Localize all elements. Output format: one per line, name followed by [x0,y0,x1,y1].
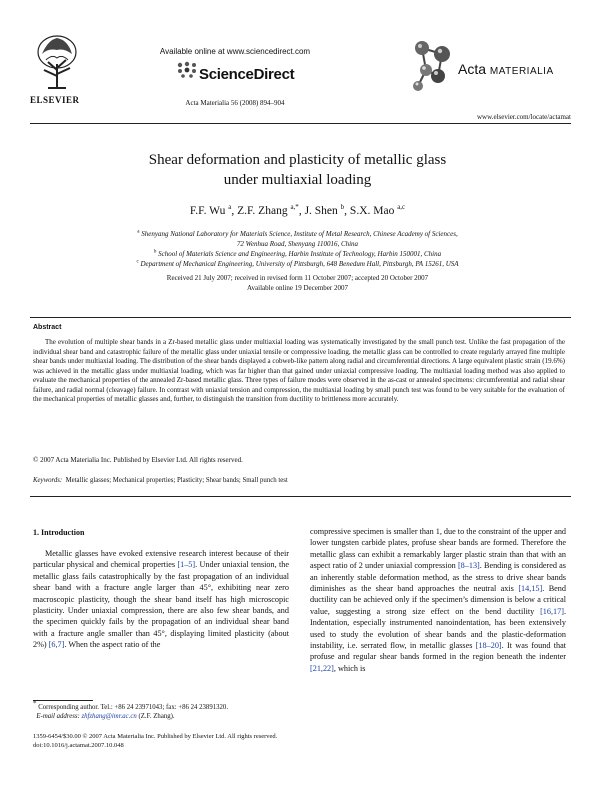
article-title [40,150,555,190]
citation-link[interactable]: [1–5] [177,560,196,570]
corresponding-author-footnote [33,699,289,721]
body-text: . Bending is considered as an inherently stable deformation method, as the stress to drive shear bands diminishes as the shear band approaches the neutral axis [310,561,566,594]
footnote-email-line [33,712,289,721]
journal-wordmark-materialia: MATERIALIA [489,66,554,77]
received-dates: Received 21 July 2007; received in revised form 11 October 2007; accepted 20 October 2007 [166,274,429,282]
footnote-text: Corresponding author. Tel.: +86 24 23971043; fax: +86 24 23891320. [38,704,229,711]
article-history [40,273,555,293]
affiliation-text: School of Materials Science and Engineering, Harbin Institute of Technology, Harbin 150001, China [158,250,442,258]
citation-link[interactable]: [16,17] [540,606,564,616]
author-list [40,205,555,217]
body-text: , which is [333,663,366,673]
issn-doi-block [33,732,277,750]
author-name[interactable]: J. Shen [304,205,338,217]
body-text: . Under uniaxial tension, the metallic glass fails catastrophically by the fast propagation of an individual shear band with a fracture angle larger than 45°, exhibiting near zero macroscopic plasticity, though the shear band itself has high microscopic plasticity. Under uniaxial compression, there are also few shear bands, and the specimen quickly fails by the propagation of an individual shear band with a fracture angle smaller than 45°, displaying limited plasticity (about 2%) [33,560,289,650]
body-text: compressive specimen is smaller than 1, due to the constraint of the upper and lower tungsten carbide plates, profuse shear bands are formed. Therefore the metallic glass can exhibit a remarkably larger plastic strain than that with an aspect ratio of 2 under uniaxial compression [310,527,567,571]
affiliation-mark: c [136,259,139,265]
abstract-bottom-divider [30,496,571,497]
author-affil-mark: a,c [397,203,406,212]
citation-link[interactable]: [21,22] [310,663,334,673]
keywords-line [33,477,288,484]
acta-materialia-logo-icon [408,36,456,94]
email-label: E-mail address: [36,713,80,720]
journal-citation: Acta Materialia 56 (2008) 894–904 [185,99,285,107]
author-name[interactable]: F.F. Wu [189,205,226,217]
author-name[interactable]: Z.F. Zhang [237,205,288,217]
citation-link[interactable]: [18–20] [475,641,502,651]
affiliation-a [40,229,555,239]
header-divider [30,123,571,124]
keywords-list: Metallic glasses; Mechanical properties; Plasticity; Shear bands; Small punch test [65,477,288,484]
body-text: . Indentation, especially instrumented nanoindentation, has been extensively used to study the evolution of shear bands and the plastic-deformation instability, i.e. serrated flow, in metallic glasses [310,606,566,651]
sciencedirect-logo-icon [176,61,198,84]
abstract-copyright: © 2007 Acta Materialia Inc. Published by Elsevier Ltd. All rights reserved. [33,456,243,464]
author-name[interactable]: S.X. Mao [349,205,395,217]
affiliation-mark: a [137,229,140,235]
doi-link[interactable]: doi:10.1016/j.actamat.2007.10.048 [33,742,124,749]
abstract-text: The evolution of multiple shear bands in a Zr-based metallic glass under multiaxial loading was systematically investigated by the small punch test. Unlike the fast propagation of the individual shear band and catastrophic failure of the metallic glass under uniaxial tensile or compressive loading, the metallic glass can be controlled to create regularly arrayed fine multiple shear bands under multiaxial loading. The distribution of the shear bands displayed a cobweb-like pattern along radial and circumferential directions. A large equivalent plastic strain (19.6%) was achieved in the metallic glass under multiaxial loading, which was far higher than that gained under uniaxial compressive loading. The multiaxial loading method was also applied to evaluate the mechanical properties of the annealed Zr-based metallic glass. Three types of failure modes were observed in the as-cast or annealed specimens: circumferential and radial shear failure, and radial normal (cleavage) failure. In contrast with uniaxial tension and compression, the multiaxial loading by small punch test was found to be very suitable for the evaluation of the mechanical properties of metallic glasses and, further, to distinguish the transition from ductility to brittleness more accurately. [33,338,565,403]
affiliation-list [40,229,555,269]
keywords-label: Keywords: [33,477,63,484]
body-text: . Bend ductility can be achieved only if the specimen’s dimension is below a critical value, suggesting a strong size effect on the bend ductility [310,584,566,616]
author-affil-mark: b [340,203,345,212]
section-heading-introduction: 1. Introduction [33,528,85,537]
available-online-text: Available online at www.sciencedirect.com [159,47,311,56]
elsevier-logo-icon [34,30,80,90]
author-separator: , [231,205,238,217]
journal-url-link[interactable]: www.elsevier.com/locate/actamat [476,113,571,121]
journal-wordmark [458,61,554,77]
issn-line: 1359-6454/$30.00 © 2007 Acta Materialia Inc. Published by Elsevier Ltd. All rights reserved. [33,733,278,740]
sciencedirect-wordmark: ScienceDirect [199,66,295,83]
affiliation-c [40,259,555,269]
author-affil-mark: a,* [290,203,299,212]
article-title-line-2: under multiaxial loading [223,172,372,188]
publisher-name: ELSEVIER [30,95,80,105]
article-title-line-1: Shear deformation and plasticity of metallic glass [148,152,447,168]
body-column-left [33,548,289,651]
body-text: Metallic glasses have evoked extensive research interest because of their particular physical and chemical properties [33,549,289,570]
affiliation-a-line-2: 72 Wenhua Road, Shenyang 110016, China [236,240,359,248]
footnote-contact [33,699,289,712]
author-separator: , [344,205,350,217]
affiliation-mark: b [153,249,157,255]
footnote-mark: * [33,699,37,708]
footnote-divider [33,700,93,701]
body-text: . When the aspect ratio of the [64,640,161,650]
author-affil-mark: a [228,203,232,212]
email-suffix: (Z.F. Zhang). [138,713,175,720]
email-link[interactable]: zhfzhang@imr.ac.cn [81,713,137,720]
body-text: . It was found that profuse and regular shear bands formed in the region beneath the indenter [310,641,566,662]
author-separator: , [298,205,305,217]
available-online-date: Available online 19 December 2007 [247,284,348,292]
abstract-top-divider [30,317,571,318]
citation-link[interactable]: [8–13] [457,561,480,571]
affiliation-text: Department of Mechanical Engineering, University of Pittsburgh, 648 Benedum Hall, Pittsburgh, PA 15261, USA [140,260,459,268]
body-column-right [310,526,566,674]
journal-wordmark-acta: Acta [458,61,487,77]
abstract-heading: Abstract [33,324,62,331]
citation-link[interactable]: [6,7] [48,640,65,650]
affiliation-text: Shenyang National Laboratory for Materials Science, Institute of Metal Research, Chinese Academy of Sciences, [141,230,458,238]
affiliation-b [40,249,555,259]
citation-link[interactable]: [14,15] [518,584,543,594]
